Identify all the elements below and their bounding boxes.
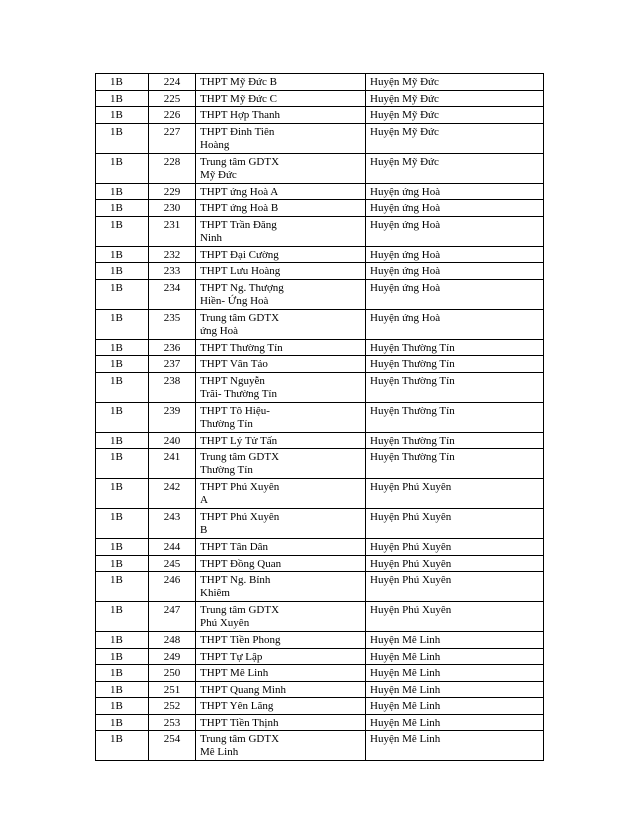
number-cell: 249 [149, 648, 196, 665]
district-cell: Huyện Mỹ Đức [366, 107, 544, 124]
school-name-cell: THPT Hợp Thanh [196, 107, 366, 124]
region-cell: 1B [96, 279, 149, 309]
region-cell: 1B [96, 572, 149, 602]
region-cell: 1B [96, 246, 149, 263]
table-row [96, 372, 544, 402]
number-cell: 242 [149, 479, 196, 509]
table-row [96, 402, 544, 432]
table-row [96, 572, 544, 602]
number-cell: 224 [149, 74, 196, 91]
school-name-cell: THPT Đinh Tiên Hoàng [196, 123, 366, 153]
table-row [96, 555, 544, 572]
number-cell: 251 [149, 681, 196, 698]
number-cell: 230 [149, 200, 196, 217]
school-table [95, 73, 544, 761]
number-cell: 227 [149, 123, 196, 153]
school-name-cell: Trung tâm GDTX Phú Xuyên [196, 602, 366, 632]
district-cell: Huyện ứng Hoà [366, 246, 544, 263]
region-cell: 1B [96, 665, 149, 682]
school-name-cell: THPT Thường Tín [196, 339, 366, 356]
table-row [96, 153, 544, 183]
school-name-cell: THPT Mỹ Đức B [196, 74, 366, 91]
number-cell: 229 [149, 183, 196, 200]
district-cell: Huyện Mê Linh [366, 648, 544, 665]
table-row [96, 123, 544, 153]
school-name-cell: THPT Tiền Thịnh [196, 714, 366, 731]
district-cell: Huyện Phú Xuyên [366, 602, 544, 632]
district-cell: Huyện ứng Hoà [366, 263, 544, 280]
school-name-cell: THPT ứng Hoà A [196, 183, 366, 200]
school-name-cell: THPT Tự Lập [196, 648, 366, 665]
district-cell: Huyện Mỹ Đức [366, 90, 544, 107]
district-cell: Huyện Mê Linh [366, 714, 544, 731]
number-cell: 226 [149, 107, 196, 124]
number-cell: 253 [149, 714, 196, 731]
number-cell: 225 [149, 90, 196, 107]
region-cell: 1B [96, 74, 149, 91]
district-cell: Huyện Mỹ Đức [366, 123, 544, 153]
number-cell: 237 [149, 356, 196, 373]
school-name-cell: THPT Trần Đăng Ninh [196, 216, 366, 246]
number-cell: 228 [149, 153, 196, 183]
table-row [96, 665, 544, 682]
school-name-cell: Trung tâm GDTX ứng Hoà [196, 309, 366, 339]
table-row [96, 183, 544, 200]
district-cell: Huyện Phú Xuyên [366, 509, 544, 539]
school-name-cell: THPT Ng. Thượng Hiền- Ứng Hoà [196, 279, 366, 309]
district-cell: Huyện Mê Linh [366, 698, 544, 715]
school-name-cell: THPT Tiền Phong [196, 632, 366, 649]
district-cell: Huyện Mê Linh [366, 681, 544, 698]
district-cell: Huyện ứng Hoà [366, 279, 544, 309]
table-row [96, 309, 544, 339]
school-name-cell: THPT Lý Tử Tấn [196, 432, 366, 449]
school-name-cell: THPT Đồng Quan [196, 555, 366, 572]
school-name-cell: THPT ứng Hoà B [196, 200, 366, 217]
school-name-cell: THPT Tân Dân [196, 539, 366, 556]
table-row [96, 714, 544, 731]
table-row [96, 200, 544, 217]
region-cell: 1B [96, 731, 149, 761]
school-name-cell: THPT Tô Hiệu- Thường Tín [196, 402, 366, 432]
region-cell: 1B [96, 432, 149, 449]
number-cell: 236 [149, 339, 196, 356]
table-row [96, 339, 544, 356]
table-row [96, 107, 544, 124]
school-name-cell: THPT Vân Tảo [196, 356, 366, 373]
region-cell: 1B [96, 216, 149, 246]
number-cell: 245 [149, 555, 196, 572]
region-cell: 1B [96, 356, 149, 373]
table-row [96, 449, 544, 479]
table-row [96, 263, 544, 280]
region-cell: 1B [96, 309, 149, 339]
school-name-cell: THPT Ng. Bỉnh Khiêm [196, 572, 366, 602]
number-cell: 243 [149, 509, 196, 539]
district-cell: Huyện Thường Tín [366, 339, 544, 356]
region-cell: 1B [96, 107, 149, 124]
district-cell: Huyện Thường Tín [366, 356, 544, 373]
number-cell: 235 [149, 309, 196, 339]
number-cell: 238 [149, 372, 196, 402]
district-cell: Huyện Mỹ Đức [366, 153, 544, 183]
number-cell: 240 [149, 432, 196, 449]
table-row [96, 246, 544, 263]
number-cell: 241 [149, 449, 196, 479]
district-cell: Huyện Mê Linh [366, 632, 544, 649]
region-cell: 1B [96, 479, 149, 509]
district-cell: Huyện ứng Hoà [366, 216, 544, 246]
table-row [96, 731, 544, 761]
school-name-cell: THPT Phú Xuyên A [196, 479, 366, 509]
region-cell: 1B [96, 698, 149, 715]
school-name-cell: THPT Đại Cường [196, 246, 366, 263]
school-name-cell: THPT Quang Minh [196, 681, 366, 698]
table-row [96, 648, 544, 665]
table-row [96, 90, 544, 107]
district-cell: Huyện ứng Hoà [366, 309, 544, 339]
table-row [96, 681, 544, 698]
district-cell: Huyện Phú Xuyên [366, 572, 544, 602]
number-cell: 248 [149, 632, 196, 649]
number-cell: 250 [149, 665, 196, 682]
region-cell: 1B [96, 153, 149, 183]
region-cell: 1B [96, 183, 149, 200]
school-name-cell: Trung tâm GDTX Thường Tín [196, 449, 366, 479]
school-name-cell: THPT Mỹ Đức C [196, 90, 366, 107]
region-cell: 1B [96, 402, 149, 432]
district-cell: Huyện Thường Tín [366, 432, 544, 449]
region-cell: 1B [96, 681, 149, 698]
district-cell: Huyện Thường Tín [366, 449, 544, 479]
number-cell: 234 [149, 279, 196, 309]
district-cell: Huyện Thường Tín [366, 402, 544, 432]
table-row [96, 279, 544, 309]
school-name-cell: Trung tâm GDTX Mê Linh [196, 731, 366, 761]
number-cell: 232 [149, 246, 196, 263]
table-row [96, 74, 544, 91]
school-name-cell: THPT Lưu Hoàng [196, 263, 366, 280]
school-name-cell: THPT Phú Xuyên B [196, 509, 366, 539]
region-cell: 1B [96, 509, 149, 539]
region-cell: 1B [96, 555, 149, 572]
table-row [96, 509, 544, 539]
region-cell: 1B [96, 632, 149, 649]
table-row [96, 698, 544, 715]
district-cell: Huyện Phú Xuyên [366, 539, 544, 556]
region-cell: 1B [96, 90, 149, 107]
school-table-body [96, 74, 544, 761]
region-cell: 1B [96, 372, 149, 402]
district-cell: Huyện ứng Hoà [366, 183, 544, 200]
region-cell: 1B [96, 539, 149, 556]
district-cell: Huyện Thường Tín [366, 372, 544, 402]
district-cell: Huyện Phú Xuyên [366, 555, 544, 572]
region-cell: 1B [96, 602, 149, 632]
number-cell: 244 [149, 539, 196, 556]
region-cell: 1B [96, 714, 149, 731]
district-cell: Huyện Phú Xuyên [366, 479, 544, 509]
district-cell: Huyện ứng Hoà [366, 200, 544, 217]
number-cell: 231 [149, 216, 196, 246]
region-cell: 1B [96, 123, 149, 153]
region-cell: 1B [96, 648, 149, 665]
table-row [96, 479, 544, 509]
school-name-cell: Trung tâm GDTX Mỹ Đức [196, 153, 366, 183]
region-cell: 1B [96, 200, 149, 217]
table-row [96, 356, 544, 373]
number-cell: 246 [149, 572, 196, 602]
region-cell: 1B [96, 339, 149, 356]
district-cell: Huyện Mê Linh [366, 731, 544, 761]
table-row [96, 602, 544, 632]
region-cell: 1B [96, 449, 149, 479]
table-row [96, 632, 544, 649]
district-cell: Huyện Mê Linh [366, 665, 544, 682]
number-cell: 247 [149, 602, 196, 632]
table-row [96, 432, 544, 449]
school-name-cell: THPT Yên Lãng [196, 698, 366, 715]
number-cell: 254 [149, 731, 196, 761]
region-cell: 1B [96, 263, 149, 280]
number-cell: 233 [149, 263, 196, 280]
table-row [96, 539, 544, 556]
number-cell: 239 [149, 402, 196, 432]
school-name-cell: THPT Nguyễn Trãi- Thường Tín [196, 372, 366, 402]
district-cell: Huyện Mỹ Đức [366, 74, 544, 91]
number-cell: 252 [149, 698, 196, 715]
table-row [96, 216, 544, 246]
school-name-cell: THPT Mê Linh [196, 665, 366, 682]
